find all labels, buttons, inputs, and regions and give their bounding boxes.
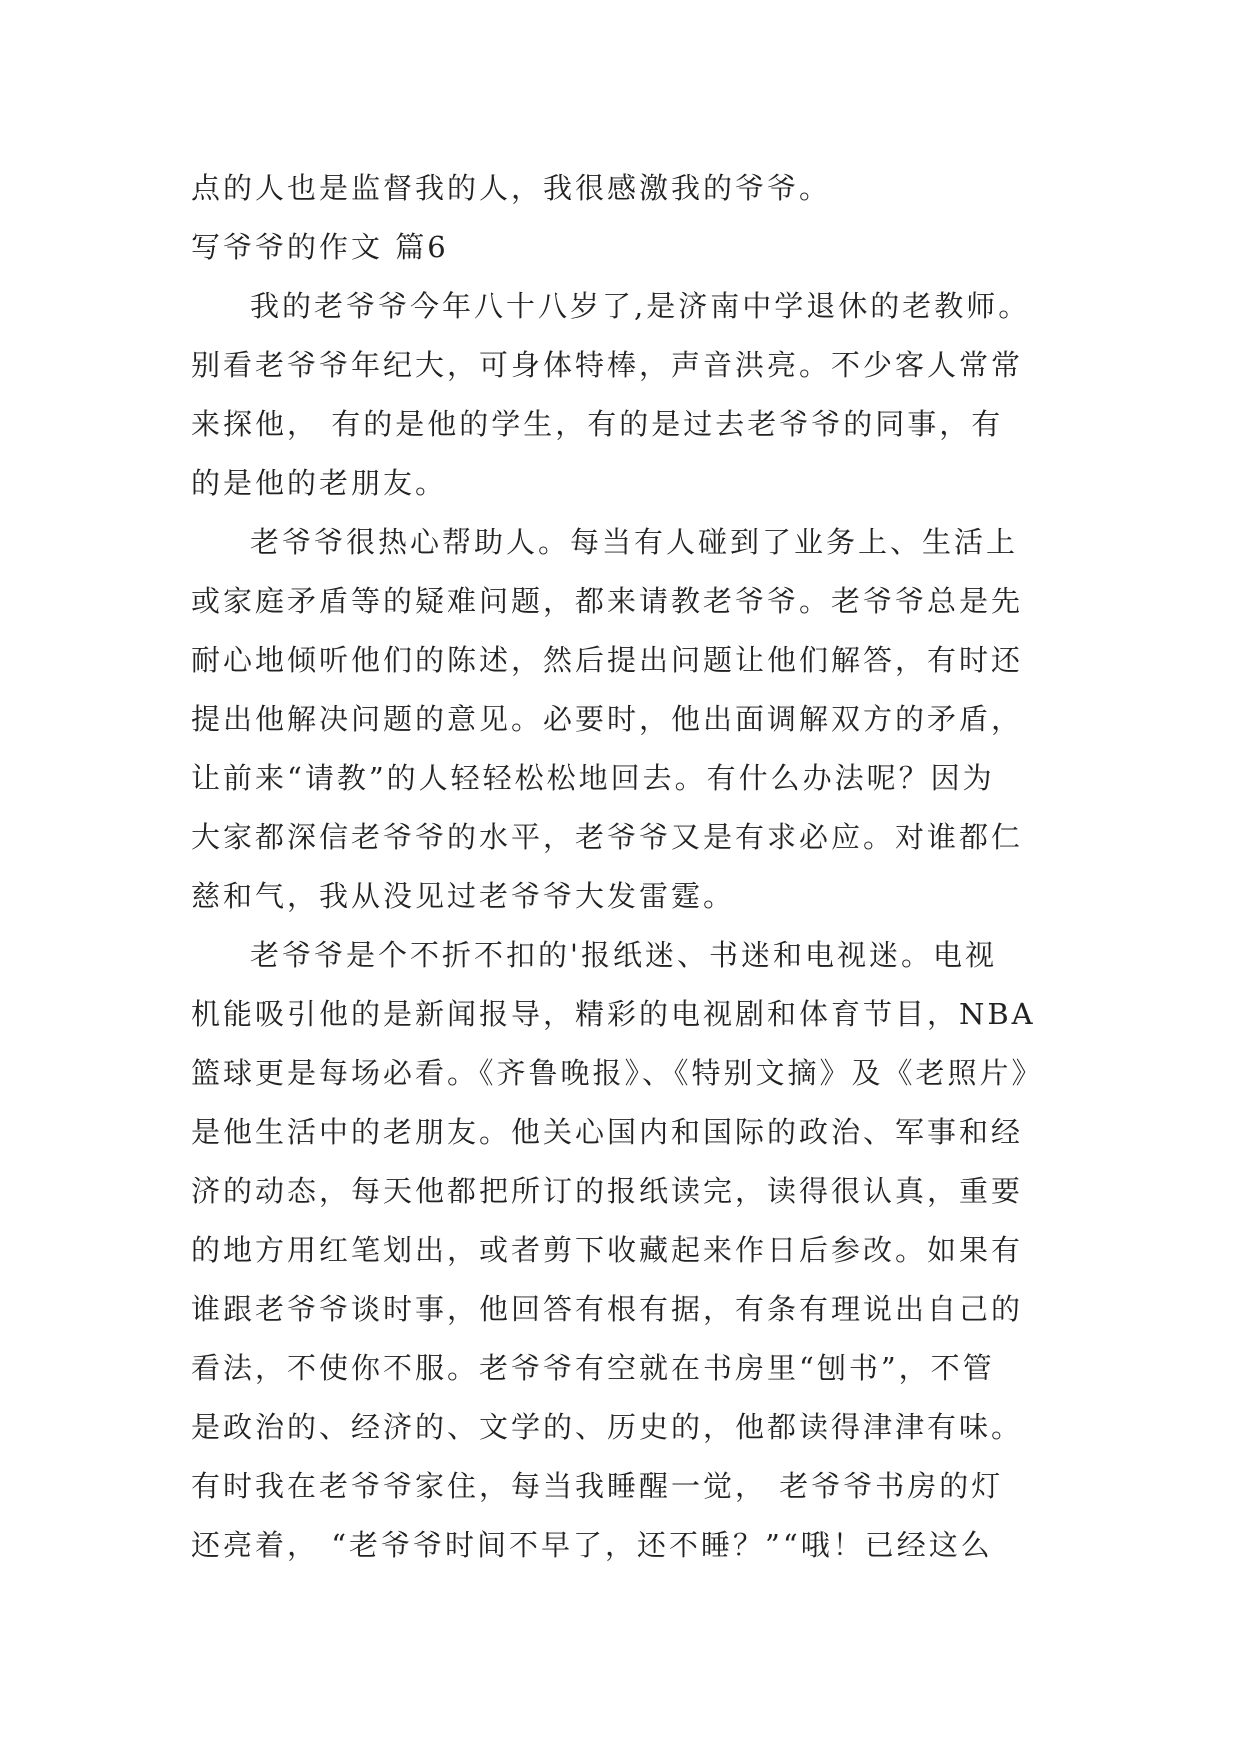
text-line: 或家庭矛盾等的疑难问题，都来请教老爷爷。老爷爷总是先: [191, 584, 1024, 618]
text-line: 来探他， 有的是他的学生，有的是过去老爷爷的同事，有: [191, 407, 1004, 441]
text-line: 机能吸引他的是新闻报导，精彩的电视剧和体育节目，NBA: [191, 997, 1036, 1031]
text-line: 慈和气，我从没见过老爷爷大发雷霆。: [191, 879, 736, 913]
text-line: 点的人也是监督我的人，我很感激我的爷爷。: [191, 171, 832, 205]
text-line: 是他生活中的老朋友。他关心国内和国际的政治、军事和经: [191, 1115, 1024, 1149]
text-line: 大家都深信老爷爷的水平，老爷爷又是有求必应。对谁都仁: [191, 820, 1024, 854]
section-heading: 写爷爷的作文 篇6: [191, 230, 449, 264]
text-line: 济的动态，每天他都把所订的报纸读完，读得很认真，重要: [191, 1174, 1024, 1208]
text-line: 耐心地倾听他们的陈述，然后提出问题让他们解答，有时还: [191, 643, 1024, 677]
text-line: 还亮着， “老爷爷时间不早了，还不睡？”“哦！已经这么: [191, 1528, 993, 1562]
text-line: 有时我在老爷爷家住，每当我睡醒一觉， 老爷爷书房的灯: [191, 1469, 1004, 1503]
text-line: 老爷爷很热心帮助人。每当有人碰到了业务上、生活上: [250, 525, 1019, 559]
text-line: 提出他解决问题的意见。必要时，他出面调解双方的矛盾，: [191, 702, 1024, 736]
text-line: 让前来“请教”的人轻轻松松地回去。有什么办法呢？因为: [191, 761, 995, 795]
text-line: 篮球更是每场必看。《齐鲁晚报》、《特别文摘》及《老照片》: [191, 1056, 1044, 1090]
text-line: 我的老爷爷今年八十八岁了,是济南中学退休的老教师。: [250, 289, 1031, 323]
text-line: 看法，不使你不服。老爷爷有空就在书房里“刨书”，不管: [191, 1351, 995, 1385]
text-line: 老爷爷是个不折不扣的'报纸迷、书迷和电视迷。电视: [250, 938, 997, 972]
text-line: 的是他的老朋友。: [191, 466, 448, 500]
text-line: 是政治的、经济的、文学的、历史的，他都读得津津有味。: [191, 1410, 1024, 1444]
text-line: 别看老爷爷年纪大，可身体特棒，声音洪亮。不少客人常常: [191, 348, 1024, 382]
text-line: 谁跟老爷爷谈时事，他回答有根有据，有条有理说出自己的: [191, 1292, 1024, 1326]
text-line: 的地方用红笔划出，或者剪下收藏起来作日后参改。如果有: [191, 1233, 1024, 1267]
